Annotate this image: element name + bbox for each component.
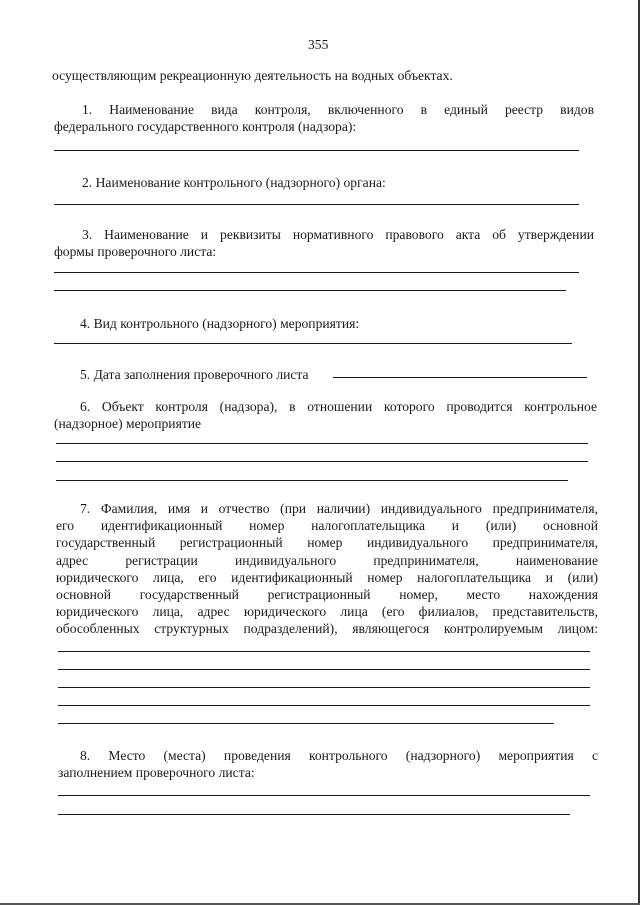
item-7-fill-line-5[interactable] <box>58 723 554 724</box>
item-7-line-5: юридического лица, его идентификационный номер налогоплательщика и (или) <box>56 569 598 585</box>
item-1-line-2: федерального государственного контроля (надзора): <box>54 119 357 135</box>
item-7-fill-line-1[interactable] <box>58 651 590 652</box>
item-2-fill-line[interactable] <box>54 204 579 205</box>
item-7-fill-line-2[interactable] <box>58 669 590 670</box>
intro-line: осуществляющим рекреационную деятельность на водных объектах. <box>52 68 453 83</box>
item-6-line-1: 6. Объект контроля (надзора), в отношении которого проводится контрольное <box>80 399 597 414</box>
item-3-fill-line-2[interactable] <box>54 290 566 291</box>
item-2-text: 2. Наименование контрольного (надзорного) органа: <box>82 175 386 190</box>
item-6-fill-line-1[interactable] <box>56 443 588 444</box>
item-7-line-8: обособленных структурных подразделений), являющегося контролируемым лицом: <box>56 621 598 637</box>
item-7-line-4: адрес регистрации индивидуального предпринимателя, наименование <box>56 552 598 568</box>
item-7-line-6: основной государственный регистрационный номер, место нахождения <box>56 587 598 603</box>
item-3-line-2: формы проверочного листа: <box>54 244 217 260</box>
item-8-fill-line-1[interactable] <box>58 795 590 796</box>
item-8-line-2: заполнением проверочного листа: <box>58 765 255 781</box>
item-7-text <box>56 500 598 638</box>
item-3-line-1: 3. Наименование и реквизиты нормативного правового акта об утверждении <box>82 227 594 242</box>
item-1-text <box>54 101 594 135</box>
item-3-fill-line-1[interactable] <box>54 272 579 273</box>
item-7-fill-line-3[interactable] <box>58 687 590 688</box>
item-6-text <box>54 398 597 432</box>
item-8-fill-line-2[interactable] <box>58 814 570 815</box>
item-8-line-1: 8. Место (места) проведения контрольного (надзорного) мероприятия с <box>80 748 598 763</box>
item-5-text: 5. Дата заполнения проверочного листа <box>80 367 309 382</box>
item-6-fill-line-2[interactable] <box>56 461 588 462</box>
item-7-line-3: государственный регистрационный номер индивидуального предпринимателя, <box>56 535 598 551</box>
item-7-line-1: 7. Фамилия, имя и отчество (при наличии) индивидуального предпринимателя, <box>80 501 598 516</box>
item-7-fill-line-4[interactable] <box>58 705 590 706</box>
item-1-line-1: 1. Наименование вида контроля, включенного в единый реестр видов <box>82 102 594 117</box>
item-7-line-7: юридического лица, адрес юридического лица (его филиалов, представительств, <box>56 604 598 620</box>
item-3-text <box>54 226 594 260</box>
item-7-line-2: его идентификационный номер налогоплательщика и (или) основной <box>56 518 598 534</box>
item-8-text <box>58 747 598 781</box>
item-6-line-2: (надзорное) мероприятие <box>54 416 202 432</box>
item-4-fill-line[interactable] <box>54 343 572 344</box>
item-4-text: 4. Вид контрольного (надзорного) мероприятия: <box>80 316 360 331</box>
page-number: 355 <box>308 37 329 52</box>
item-5-date-field[interactable] <box>333 377 587 378</box>
item-6-fill-line-3[interactable] <box>56 480 568 481</box>
item-1-fill-line[interactable] <box>54 150 579 151</box>
